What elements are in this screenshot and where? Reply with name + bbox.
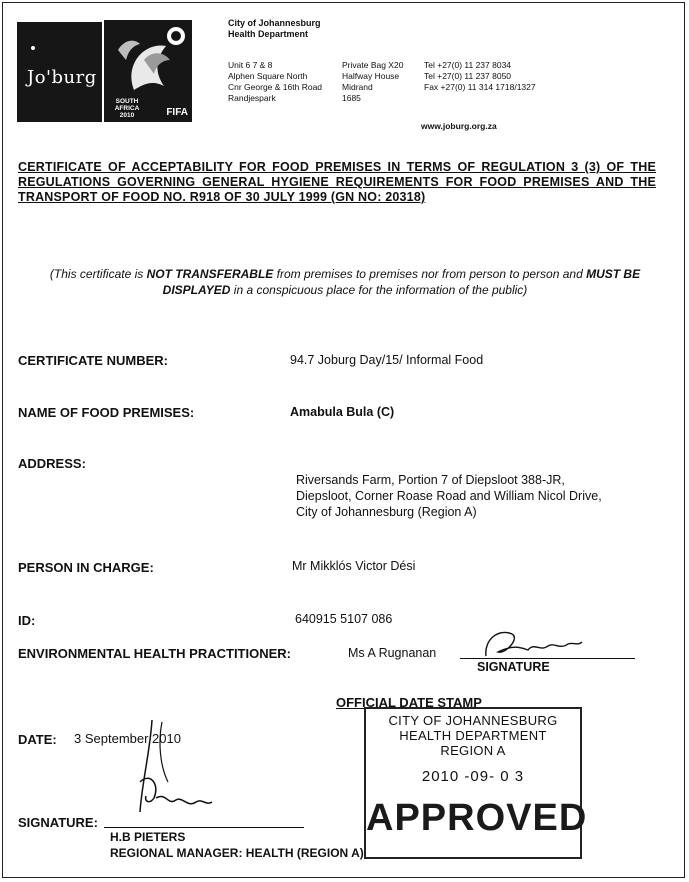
premises-label: NAME OF FOOD PREMISES: [18, 405, 195, 420]
signature-label: SIGNATURE: [18, 815, 98, 830]
address-line: Diepsloot, Corner Roase Road and William Nicol Drive, [296, 489, 602, 503]
date-label: DATE: [18, 732, 57, 747]
department-name: Health Department [228, 29, 309, 39]
ehp-label: ENVIRONMENTAL HEALTH PRACTITIONER: [18, 646, 291, 661]
website-link[interactable]: www.joburg.org.za [421, 121, 497, 131]
id-value: 640915 5107 086 [295, 612, 393, 626]
certificate-title: CERTIFICATE OF ACCEPTABILITY FOR FOOD PREMISES IN TERMS OF REGULATION 3 (3) OF THE REGULATIONS GOVERNING GENERAL HYGIENE REQUIREMENTS FOR FOOD PREMISES AND THE TRANSPORT OF FOOD NO. R918 OF 30 JULY 1999 (GN NO: 20318) [18, 160, 656, 204]
address-line: Unit 6 7 & 8 [228, 60, 273, 70]
address-line: City of Johannesburg (Region A) [296, 505, 477, 519]
contact-column [424, 60, 536, 93]
org-name: City of Johannesburg [228, 18, 321, 28]
fax-line: Fax +27(0) 11 314 1718/1327 [424, 82, 536, 92]
address-line: Cnr George & 16th Road [228, 82, 323, 92]
person-in-charge-value: Mr Mikklós Victor Dési [292, 559, 416, 573]
stamp-line: REGION A [440, 743, 506, 758]
person-in-charge-label: PERSON IN CHARGE: [18, 560, 154, 575]
stamp-date: 2010 -09- 0 3 [421, 768, 525, 785]
joburg-logo-text: Jo'burg [27, 67, 97, 88]
joburg-logo [17, 22, 102, 122]
stamp-status: APPROVED [366, 797, 588, 839]
certificate-number-value: 94.7 Joburg Day/15/ Informal Food [290, 353, 484, 367]
stamp-line: CITY OF JOHANNESBURG [388, 713, 558, 728]
premises-value: Amabula Bula (C) [290, 405, 395, 419]
address-column-2 [342, 60, 403, 104]
signatory-name: H.B PIETERS [110, 830, 186, 844]
manager-signature [110, 712, 230, 822]
address-line: 1685 [342, 93, 361, 103]
ehp-value: Ms A Rugnanan [348, 646, 437, 660]
address-label: ADDRESS: [18, 456, 86, 471]
phone-line: Tel +27(0) 11 237 8034 [424, 60, 512, 70]
ehp-signature-label: SIGNATURE [477, 660, 550, 674]
ehp-signature-line [460, 658, 635, 659]
address-line: Halfway House [342, 71, 400, 81]
address-line: Midrand [342, 82, 373, 92]
page-border [2, 2, 685, 878]
manager-signature-line [104, 827, 304, 828]
notice-text: in a conspicuous place for the information of the public) [230, 283, 528, 297]
address-line: Riversands Farm, Portion 7 of Diepsloot 388-JR, [296, 473, 565, 487]
address-column-1 [228, 60, 322, 104]
logo-dot [31, 46, 35, 50]
id-label: ID: [18, 613, 36, 628]
fifa-2010-logo [104, 20, 192, 122]
phone-line: Tel +27(0) 11 237 8050 [424, 71, 512, 81]
notice-text: from premises to premises nor from person to person and [273, 267, 587, 281]
official-date-stamp-heading: OFFICIAL DATE STAMP [336, 695, 482, 710]
address-line: Private Bag X20 [342, 60, 404, 70]
stamp-line: HEALTH DEPARTMENT [399, 728, 547, 743]
notice-emphasis: MUST BE DISPLAYED [162, 267, 641, 297]
address-value [296, 472, 602, 520]
fifa-logo-mark: FIFA [166, 107, 188, 118]
date-value: 3 September 2010 [74, 731, 181, 746]
address-line: Randjespark [228, 93, 276, 103]
notice-text: (This certificate is [49, 267, 147, 281]
address-line: Alphen Square North [228, 71, 308, 81]
fifa-logo-caption: SOUTH AFRICA 2010 [114, 98, 140, 119]
official-date-stamp [364, 707, 588, 859]
notice-emphasis: NOT TRANSFERABLE [146, 267, 274, 281]
signatory-title: REGIONAL MANAGER: HEALTH (REGION A) [110, 846, 364, 860]
org-header [228, 18, 321, 40]
certificate-number-label: CERTIFICATE NUMBER: [18, 353, 168, 368]
transfer-notice [30, 266, 660, 298]
